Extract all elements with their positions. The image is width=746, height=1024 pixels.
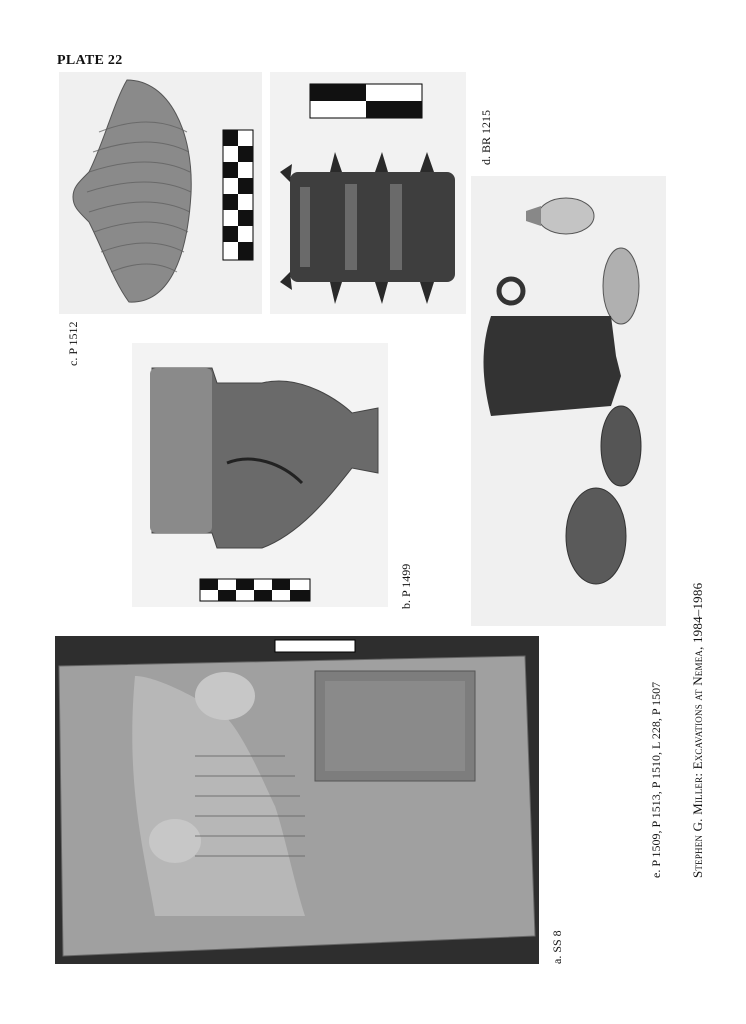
photo-a-relief-stele <box>55 636 539 964</box>
plate-title: PLATE 22 <box>57 53 123 68</box>
caption-a: a. SS 8 <box>550 930 564 964</box>
photo-b-image <box>132 343 388 607</box>
photo-a-image <box>55 636 539 964</box>
photo-d-image <box>270 72 466 314</box>
photo-b-vase <box>132 343 388 607</box>
scale-bar-c <box>223 130 253 260</box>
caption-e: e. P 1509, P 1513, P 1510, L 228, P 1507 <box>649 681 663 878</box>
photo-d-bronze-object <box>270 72 466 314</box>
caption-b: b. P 1499 <box>399 563 413 609</box>
caption-d: d. BR 1215 <box>479 109 493 165</box>
photo-e-pottery-group <box>471 176 666 626</box>
photo-e-image <box>471 176 666 626</box>
photo-c-image <box>59 72 262 314</box>
photo-c-ribbed-vessel <box>59 72 262 314</box>
scale-bar-b <box>200 579 310 601</box>
caption-c: c. P 1512 <box>66 321 80 366</box>
scale-bar-d <box>310 84 422 118</box>
plate-credit: Stephen G. Miller: Excavations at Nemea, 1984–1986 <box>690 582 705 878</box>
